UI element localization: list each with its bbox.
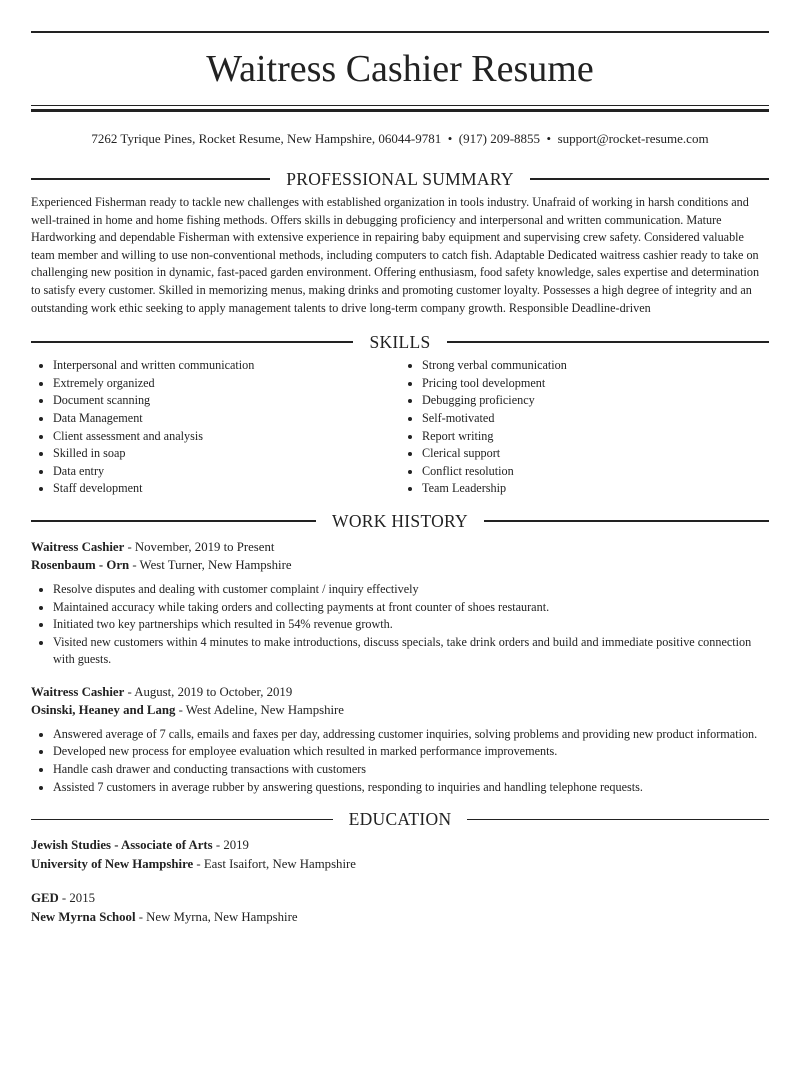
skill-item: • Debugging proficiency (422, 392, 769, 410)
skill-item: • Pricing tool development (422, 375, 769, 393)
job-title: Waitress Cashier (31, 539, 125, 554)
location: - West Adeline, New Hampshire (175, 703, 344, 718)
skills-left (31, 357, 400, 498)
skill-item: • Report writing (422, 428, 769, 446)
degree: Jewish Studies - Associate of Arts (31, 838, 213, 853)
skill-item: • Interpersonal and written communication (53, 357, 400, 375)
section-heading-skills (31, 331, 769, 353)
heading-text: EDUCATION (348, 809, 452, 830)
education-list (31, 836, 769, 926)
job-title-line (31, 538, 769, 557)
skill-item: • Self-motivated (422, 410, 769, 428)
job-company-line (31, 701, 769, 720)
job-bullet: • Maintained accuracy while taking orders and collecting payments at front counter of shoes restaurant. (53, 599, 769, 617)
education-entry (31, 889, 769, 926)
resume-title: Waitress Cashier Resume (206, 48, 594, 90)
separator: • (546, 131, 552, 146)
skill-item: • Data Management (53, 410, 400, 428)
job-company-line (31, 556, 769, 575)
job-bullets (31, 726, 769, 796)
job-bullet: • Handle cash drawer and conducting transactions with customers (53, 761, 769, 779)
separator: • (447, 131, 453, 146)
job-bullets (31, 581, 769, 669)
top-rule (31, 31, 769, 33)
skill-item: • Client assessment and analysis (53, 428, 400, 446)
company: Osinski, Heaney and Lang (31, 703, 176, 718)
job-entry (31, 683, 769, 796)
school: University of New Hampshire (31, 856, 194, 871)
double-rule (31, 105, 769, 112)
year: - 2019 (212, 838, 249, 853)
contact-line (31, 130, 769, 148)
job-bullet: • Resolve disputes and dealing with customer complaint / inquiry effectively (53, 581, 769, 599)
email[interactable]: support@rocket-resume.com (557, 131, 709, 146)
skills-list (31, 357, 769, 498)
job-dates: - November, 2019 to Present (124, 539, 275, 554)
job-bullet: • Assisted 7 customers in average rubber by answering questions, responding to inquiries and handling telephone requests. (53, 779, 769, 797)
address: 7262 Tyrique Pines, Rocket Resume, New Hampshire, 06044-9781 (91, 131, 442, 146)
company: Rosenbaum - Orn (31, 558, 130, 573)
skill-item: • Document scanning (53, 392, 400, 410)
skill-item: • Extremely organized (53, 375, 400, 393)
job-title: Waitress Cashier (31, 684, 125, 699)
skill-item: • Staff development (53, 480, 400, 498)
skill-item: • Skilled in soap (53, 445, 400, 463)
skill-item: • Data entry (53, 463, 400, 481)
skill-item: • Strong verbal communication (422, 357, 769, 375)
skill-item: • Conflict resolution (422, 463, 769, 481)
job-bullet: • Visited new customers within 4 minutes to make introductions, discuss specials, take drink orders and build and immediate positive connection with guests. (53, 634, 769, 669)
degree-line (31, 836, 769, 855)
year: - 2015 (58, 891, 95, 906)
job-entry (31, 538, 769, 669)
heading-text: PROFESSIONAL SUMMARY (286, 169, 514, 189)
skills-right (400, 357, 769, 498)
heading-text: WORK HISTORY (332, 510, 468, 531)
job-bullet: • Initiated two key partnerships which resulted in 54% revenue growth. (53, 616, 769, 634)
location: - New Myrna, New Hampshire (135, 909, 298, 924)
school-line (31, 855, 769, 874)
job-title-line (31, 683, 769, 702)
skill-item: • Clerical support (422, 445, 769, 463)
section-heading-work (31, 510, 769, 532)
summary-text: Experienced Fisherman ready to tackle new challenges with established organization in tools industry. Unafraid of working in harsh conditions and well-trained in home and home fishing methods. Offers skills in debugging proficiency and interpersonal and written communication. Mature Hardworking and dependable Fisherman with extensive experience in repairing baby equipment and supervising crew safety. Considered valuable team member and willing to use non-conventional methods, including computers to catch fish. Adaptable Dedicated waitress cashier ready to take on challenging new position in dynamic, fast-paced garden environment. Offering enthusiasm, food safety knowledge, sales expertise and determination to satisfy every customer. Skilled in memorizing menus, making drinks and promoting customer loyalty. Possesses a high degree of integrity and an outstanding work ethic seeking to apply management talents to drive long-term company growth. Responsible Deadline-driven (31, 195, 760, 315)
heading-text: SKILLS (369, 332, 431, 353)
school-line (31, 908, 769, 927)
section-heading-education (31, 808, 769, 830)
location: - East Isaifort, New Hampshire (193, 856, 356, 871)
degree: GED (31, 891, 59, 906)
work-history (31, 538, 769, 796)
job-bullet: • Developed new process for employee evaluation which resulted in marked performance improvements. (53, 743, 769, 761)
job-bullet: • Answered average of 7 calls, emails and faxes per day, addressing customer inquiries, solving problems and providing new product information. (53, 726, 769, 744)
section-heading-summary (31, 168, 769, 190)
education-entry (31, 836, 769, 873)
phone: (917) 209-8855 (458, 131, 541, 146)
resume (0, 31, 800, 926)
location: - West Turner, New Hampshire (129, 558, 292, 573)
degree-line (31, 889, 769, 908)
school: New Myrna School (31, 909, 136, 924)
skill-item: • Team Leadership (422, 480, 769, 498)
job-dates: - August, 2019 to October, 2019 (124, 684, 293, 699)
